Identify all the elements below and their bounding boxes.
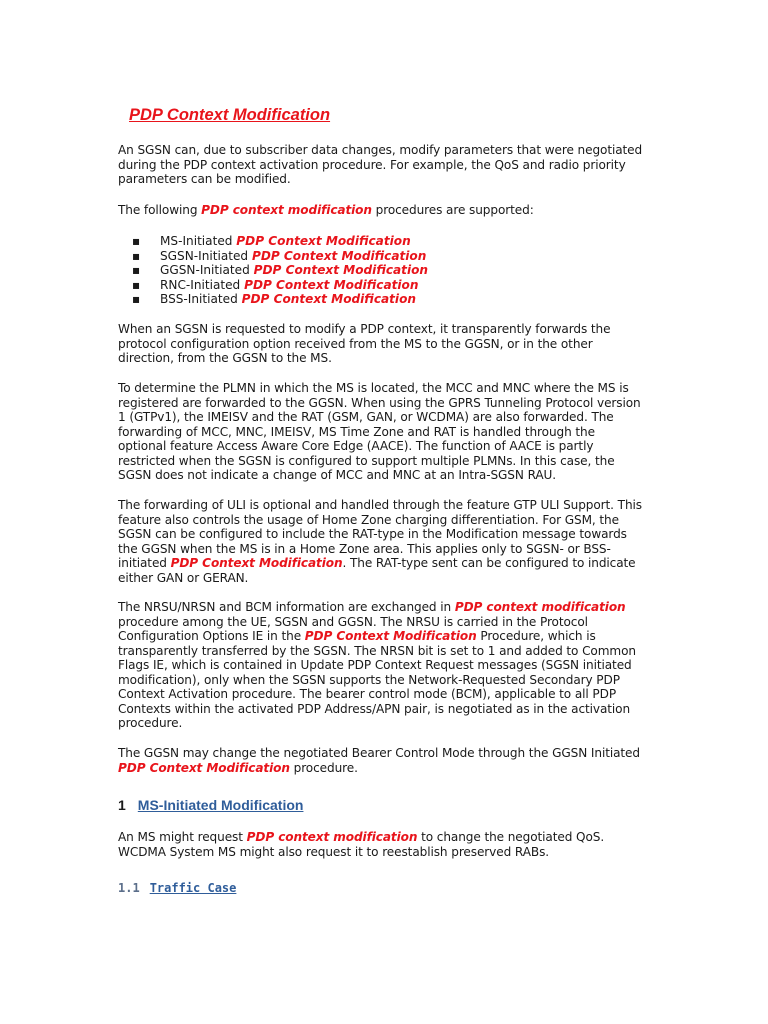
nrsu-em2: PDP Context Modification <box>304 629 477 643</box>
ggsn-before: The GGSN may change the negotiated Bearer Control Mode through the GGSN Initiated <box>118 746 640 760</box>
uli-before: The forwarding of ULI is optional and handled through the feature GTP ULI Support. This feature also controls the usage of Home Zone charging differentiation. For GSM, the SGSN can be configured to include the RAT-type in the Modification message towards the GGSN when the MS is in a Home Zone area. This applies only to SGSN- or BSS- initiated <box>118 498 642 570</box>
nrsu-a: The NRSU/NRSN and BCM information are exchanged in <box>118 600 455 614</box>
nrsu-b: procedure among the UE, SGSN and GGSN. The NRSU is carried in the Protocol Configuration Options IE in the <box>118 614 588 643</box>
bullet-icon: ▪ <box>132 263 141 277</box>
list-item-prefix: GGSN-Initiated <box>160 263 254 277</box>
list-item <box>118 234 428 249</box>
nrsu-em1: PDP context modification <box>454 600 626 614</box>
list-item <box>118 278 428 293</box>
intro-text: An SGSN can, due to subscriber data changes, modify parameters that were negotiated during the PDP context activation procedure. For example, the QoS and radio priority parameters can be modified. <box>118 143 643 186</box>
section-number: 1 <box>118 797 126 813</box>
ggsn-after: procedure. <box>289 760 358 775</box>
section-heading-1 <box>118 797 303 813</box>
plmn-text: To determine the PLMN in which the MS is located, the MCC and MNC where the MS is registered are forwarded to the GGSN. When using the GPRS Tunneling Protocol version 1 (GTPv1), the IMEISV and the RAT (GSM, GAN, or WCDMA) are also forwarded. The forwarding of MCC, MNC, IMEISV, MS Time Zone and RAT is handled through the optional feature Access Aware Core Edge (AACE). The function of AACE is partly restricted when the SGSN is configured to support multiple PLMNs. In this case, the SGSN does not indicate a change of MCC and MNC at an Intra-SGSN RAU. <box>118 381 641 482</box>
list-item <box>118 292 428 307</box>
section-title-link[interactable]: MS-Initiated Modification <box>137 797 304 813</box>
ms-after: to change the negotiated QoS. WCDMA System MS might also request it to reestablish preserved RABs. <box>118 830 605 859</box>
uli-after: . The RAT-type sent can be configured to indicate either GAN or GERAN. <box>118 556 636 585</box>
list-item-em: PDP Context Modification <box>241 292 416 306</box>
list-item-em: PDP Context Modification <box>251 248 427 263</box>
subsection-number: 1.1 <box>118 881 140 895</box>
ggsn-paragraph <box>118 746 643 775</box>
nrsu-paragraph <box>118 600 643 731</box>
forward-paragraph <box>118 322 643 366</box>
intro-paragraph <box>118 143 643 187</box>
ms-em: PDP context modification <box>246 830 418 844</box>
nrsu-c: Procedure, which is transparently transferred by the SGSN. The NRSN bit is set to 1 and added to Common Flags IE, which is contained in Update PDP Context Request messages (SGSN initiated modification), only when the SGSN supports the Network-Requested Secondary PDP Context Activation procedure. The bearer control mode (BCM), applicable to all PDP Contexts within the activated PDP Address/APN pair, is negotiated as in the activation procedure. <box>118 629 636 730</box>
ggsn-em: PDP Context Modification <box>118 760 290 775</box>
bullet-icon: ▪ <box>132 248 141 263</box>
bullet-icon: ▪ <box>132 277 141 292</box>
ms-paragraph <box>118 830 643 859</box>
list-item-prefix: RNC-Initiated <box>160 277 245 292</box>
plmn-paragraph <box>118 381 643 483</box>
uli-em: PDP Context Modification <box>170 556 343 570</box>
list-item-em: PDP Context Modification <box>253 263 429 277</box>
section-heading-1-1 <box>118 881 236 895</box>
bullet-icon: ▪ <box>132 292 141 306</box>
procedures-intro-em: PDP context modification <box>201 203 372 217</box>
procedures-list <box>118 234 428 307</box>
procedures-intro-before: The following <box>118 203 202 217</box>
bullet-icon: ▪ <box>132 234 141 248</box>
list-item-em: PDP Context Modification <box>244 277 419 292</box>
uli-paragraph <box>118 498 643 585</box>
list-item <box>118 249 428 264</box>
page-title: PDP Context Modification <box>129 106 331 124</box>
list-item-prefix: MS-Initiated <box>160 234 237 248</box>
forward-text: When an SGSN is requested to modify a PDP context, it transparently forwards the protocol configuration option received from the MS to the GGSN, or in the other direction, from the GGSN to the MS. <box>118 322 611 365</box>
ms-before: An MS might request <box>118 830 247 844</box>
list-item <box>118 263 428 278</box>
procedures-intro-after: procedures are supported: <box>371 203 534 217</box>
procedures-intro-paragraph <box>118 203 643 218</box>
list-item-prefix: SGSN-Initiated <box>160 248 252 263</box>
subsection-title-link[interactable]: Traffic Case <box>149 881 237 895</box>
list-item-prefix: BSS-Initiated <box>160 292 242 306</box>
list-item-em: PDP Context Modification <box>236 234 411 248</box>
